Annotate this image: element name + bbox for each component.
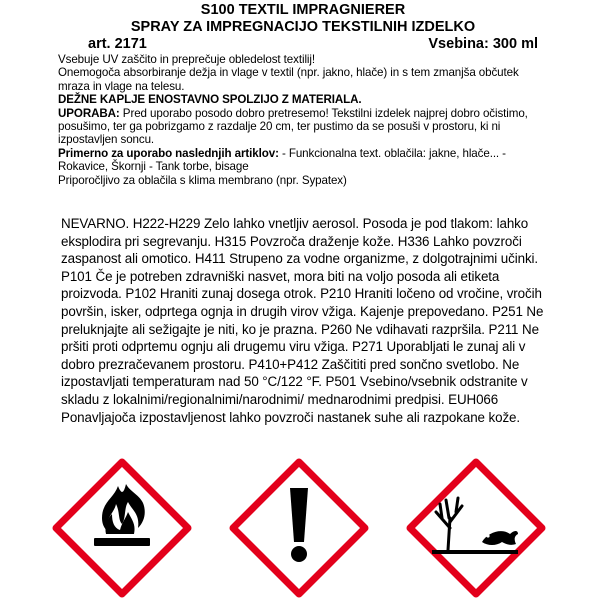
recommended-text: Priporočljivo za oblačila s klima membrano (npr. Sypatex): [58, 173, 347, 187]
usage-text: UPORABA: Pred uporabo posodo dobro pretresemo! Tekstilni izdelek najprej dobro očistimo, posušimo, ter ga pobrizgamo z razdalje 20 cm, ter pustimo da se posuši v prostoru, ki ni izpostavljen soncu.: [58, 106, 528, 147]
drops-text: DEŽNE KAPLJE ENOSTAVNO SPOLZIJO Z MATERIALA.: [58, 93, 362, 107]
article-line: [58, 36, 548, 53]
product-description: [58, 53, 548, 187]
suitable-label: Primerno za uporabo naslednjih artiklov:: [58, 146, 279, 160]
article-number: art. 2171: [88, 36, 147, 52]
content-volume: Vsebina: 300 ml: [428, 36, 538, 52]
environment-hazard-icon: [406, 458, 546, 598]
flame-icon: [52, 458, 192, 598]
product-subtitle: SPRAY ZA IMPREGNACIJO TEKSTILNIH IZDELKO: [130, 19, 476, 35]
suitable-text: Primerno za uporabo naslednjih artiklov: - Funkcionalna text. oblačila: jakne, hlače... - Rokavice, Škornji - Tank torbe, bisage: [58, 146, 506, 174]
exclamation-mark-icon: [229, 458, 369, 598]
product-label: [58, 2, 548, 187]
product-title: S100 TEXTIL IMPRAGNIERER: [200, 2, 406, 18]
usage-label: UPORABA:: [58, 106, 120, 120]
absorption-text: Onemogoča absorbiranje dežja in vlage v textil (npr. jakno, hlače) in s tem zmanjša občutek mraza in vlage na telesu.: [58, 66, 519, 93]
hazard-statements: NEVARNO. H222-H229 Zelo lahko vnetljiv aerosol. Posoda je pod tlakom: lahko eksplodira pri segrevanju. H315 Povzroča draženje kože. H336 Lahko povzroči zaspanost ali omotico. H411 Strupeno za vodne organizme, z dolgotrajnimi učinki. P101 Če je potreben zdravniški nasvet, mora biti na voljo posoda ali etiketa proizvoda. P102 Hraniti zunaj dosega otrok. P210 Hraniti ločeno od vročine, vročih površin, isker, odprtega ognja in drugih virov vžiga. Kajenje prepovedano. P251 Ne preluknjajte ali sežigajte je niti, ko je prazna. P260 Ne vdihavati razpršila. P211 Ne pršiti proti odprtemu ognju ali drugemu viru vžiga. P271 Uporabljati le zunaj ali v dobro prezračevanem prostoru. P410+P412 Zaščititi pred sončno svetlobo. Ne izpostavljati temperaturam nad 50 °C/122 °F. P501 Vsebino/vsebnik odstranite v skladu z lokalnimi/regionalnimi/narodnimi/ mednarodnimi predpisi. EUH066 Ponavljajoča izpostavljenost lahko povzroči nastanek suhe ali razpokane kože.: [61, 216, 544, 425]
uv-protection-text: Vsebuje UV zaščito in preprečuje obledelost textilij!: [58, 53, 315, 66]
